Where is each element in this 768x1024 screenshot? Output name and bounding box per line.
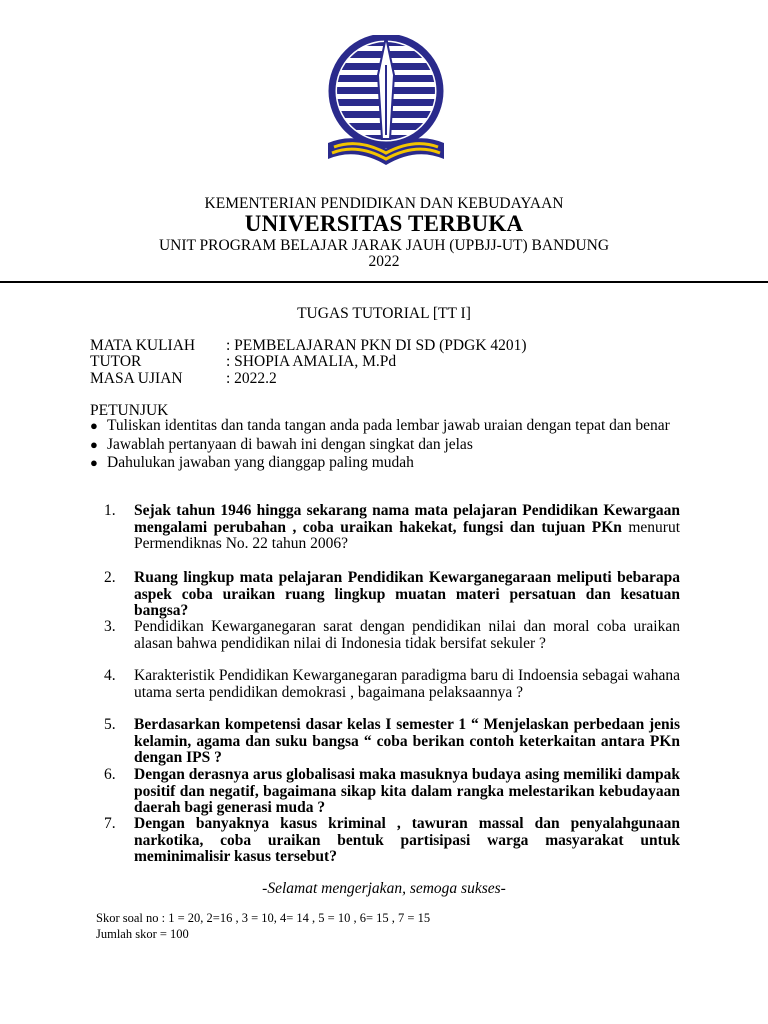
instruction-item (90, 455, 688, 472)
question-number: 7. (104, 815, 116, 832)
question-number: 2. (104, 569, 116, 586)
question-item (104, 816, 680, 866)
bullet-icon: ● (90, 418, 98, 433)
question-item (104, 619, 680, 652)
score-total: Jumlah skor = 100 (96, 927, 189, 941)
info-row-tutor (90, 353, 396, 371)
info-key: MASA UJIAN (90, 370, 183, 387)
university-name: UNIVERSITAS TERBUKA (244, 211, 524, 236)
info-value: : 2022.2 (226, 370, 277, 387)
instruction-text: Jawablah pertanyaan di bawah ini dengan singkat dan jelas (107, 435, 473, 453)
instruction-text: Tuliskan identitas dan tanda tangan anda pada lembar jawab uraian dengan tepat dan benar (107, 417, 670, 434)
bullet-icon: ● (90, 436, 98, 452)
instruction-text: Dahulukan jawaban yang dianggap paling mudah (107, 454, 414, 471)
question-item (104, 717, 680, 767)
question-item (104, 570, 680, 620)
question-text: Karakteristik Pendidikan Kewarganegaran paradigma baru di Indoensia sebagai wahana utama serta pendidikan demokrasi , bagaimana pelaksaannya ? (134, 667, 680, 701)
closing-message: -Selamat mengerjakan, semoga sukses- (262, 880, 506, 897)
info-value: : SHOPIA AMALIA, M.Pd (226, 353, 397, 370)
instruction-item (90, 418, 688, 435)
info-value: : PEMBELAJARAN PKN DI SD (PDGK 4201) (226, 337, 527, 354)
question-text: Dengan derasnya arus globalisasi maka masuknya budaya asing memiliki dampak positif dan negatif, bagaimana sikap kita dalam rangka melestarikan kebudayaan daerah bagi generasi muda ? (134, 766, 680, 816)
info-key: MATA KULIAH (90, 337, 196, 354)
unit-heading: UNIT PROGRAM BELAJAR JARAK JAUH (UPBJJ-UT) BANDUNG (158, 237, 610, 254)
instructions-list (90, 418, 688, 474)
question-item (104, 767, 680, 817)
instruction-item (90, 437, 688, 454)
ministry-heading: KEMENTERIAN PENDIDIKAN DAN KEBUDAYAAN (204, 195, 564, 212)
question-item (104, 668, 680, 701)
year-heading: 2022 (368, 253, 400, 270)
score-breakdown: Skor soal no : 1 = 20, 2=16 , 3 = 10, 4= 14 , 5 = 10 , 6= 15 , 7 = 15 (96, 911, 431, 925)
document-title: TUGAS TUTORIAL [TT I] (297, 305, 471, 322)
question-text: Pendidikan Kewarganegaran sarat dengan pendidikan nilai dan moral coba uraikan alasan bahwa pendidikan nilai di Indonesia tidak bersifat sekuler ? (134, 618, 680, 652)
question-number: 5. (104, 716, 116, 733)
question-item (104, 503, 680, 553)
question-number: 4. (104, 667, 116, 684)
info-key: TUTOR (90, 353, 142, 370)
question-text: Berdasarkan kompetensi dasar kelas I semester 1 “ Menjelaskan perbedaan jenis kelamin, agama dan suku bangsa “ coba berikan contoh keterkaitan antara PKn dengan IPS ? (134, 716, 680, 766)
instructions-heading: PETUNJUK (90, 402, 169, 419)
question-number: 3. (104, 618, 116, 635)
question-number: 6. (104, 766, 116, 783)
university-logo (322, 35, 450, 170)
bullet-icon: ● (90, 455, 98, 470)
question-text: Sejak tahun 1946 hingga sekarang nama mata pelajaran Pendidikan Kewargaan mengalami perubahan , coba uraikan hakekat, fungsi dan tujuan PKn menurut Permendiknas No. 22 tahun 2006? (134, 502, 680, 552)
header-divider (0, 281, 768, 283)
question-text: Ruang lingkup mata pelajaran Pendidikan Kewarganegaraan meliputi bebarapa aspek coba uraikan ruang lingkup muatan materi persatuan dan kesatuan bangsa? (134, 569, 680, 619)
question-text: Dengan banyaknya kasus kriminal , tawuran massal dan penyalahgunaan narkotika, coba uraikan bentuk partisipasi warga masyarakat untuk meminimalisir kasus tersebut? (134, 815, 680, 865)
info-row-exam-period (90, 370, 277, 388)
question-number: 1. (104, 502, 116, 519)
